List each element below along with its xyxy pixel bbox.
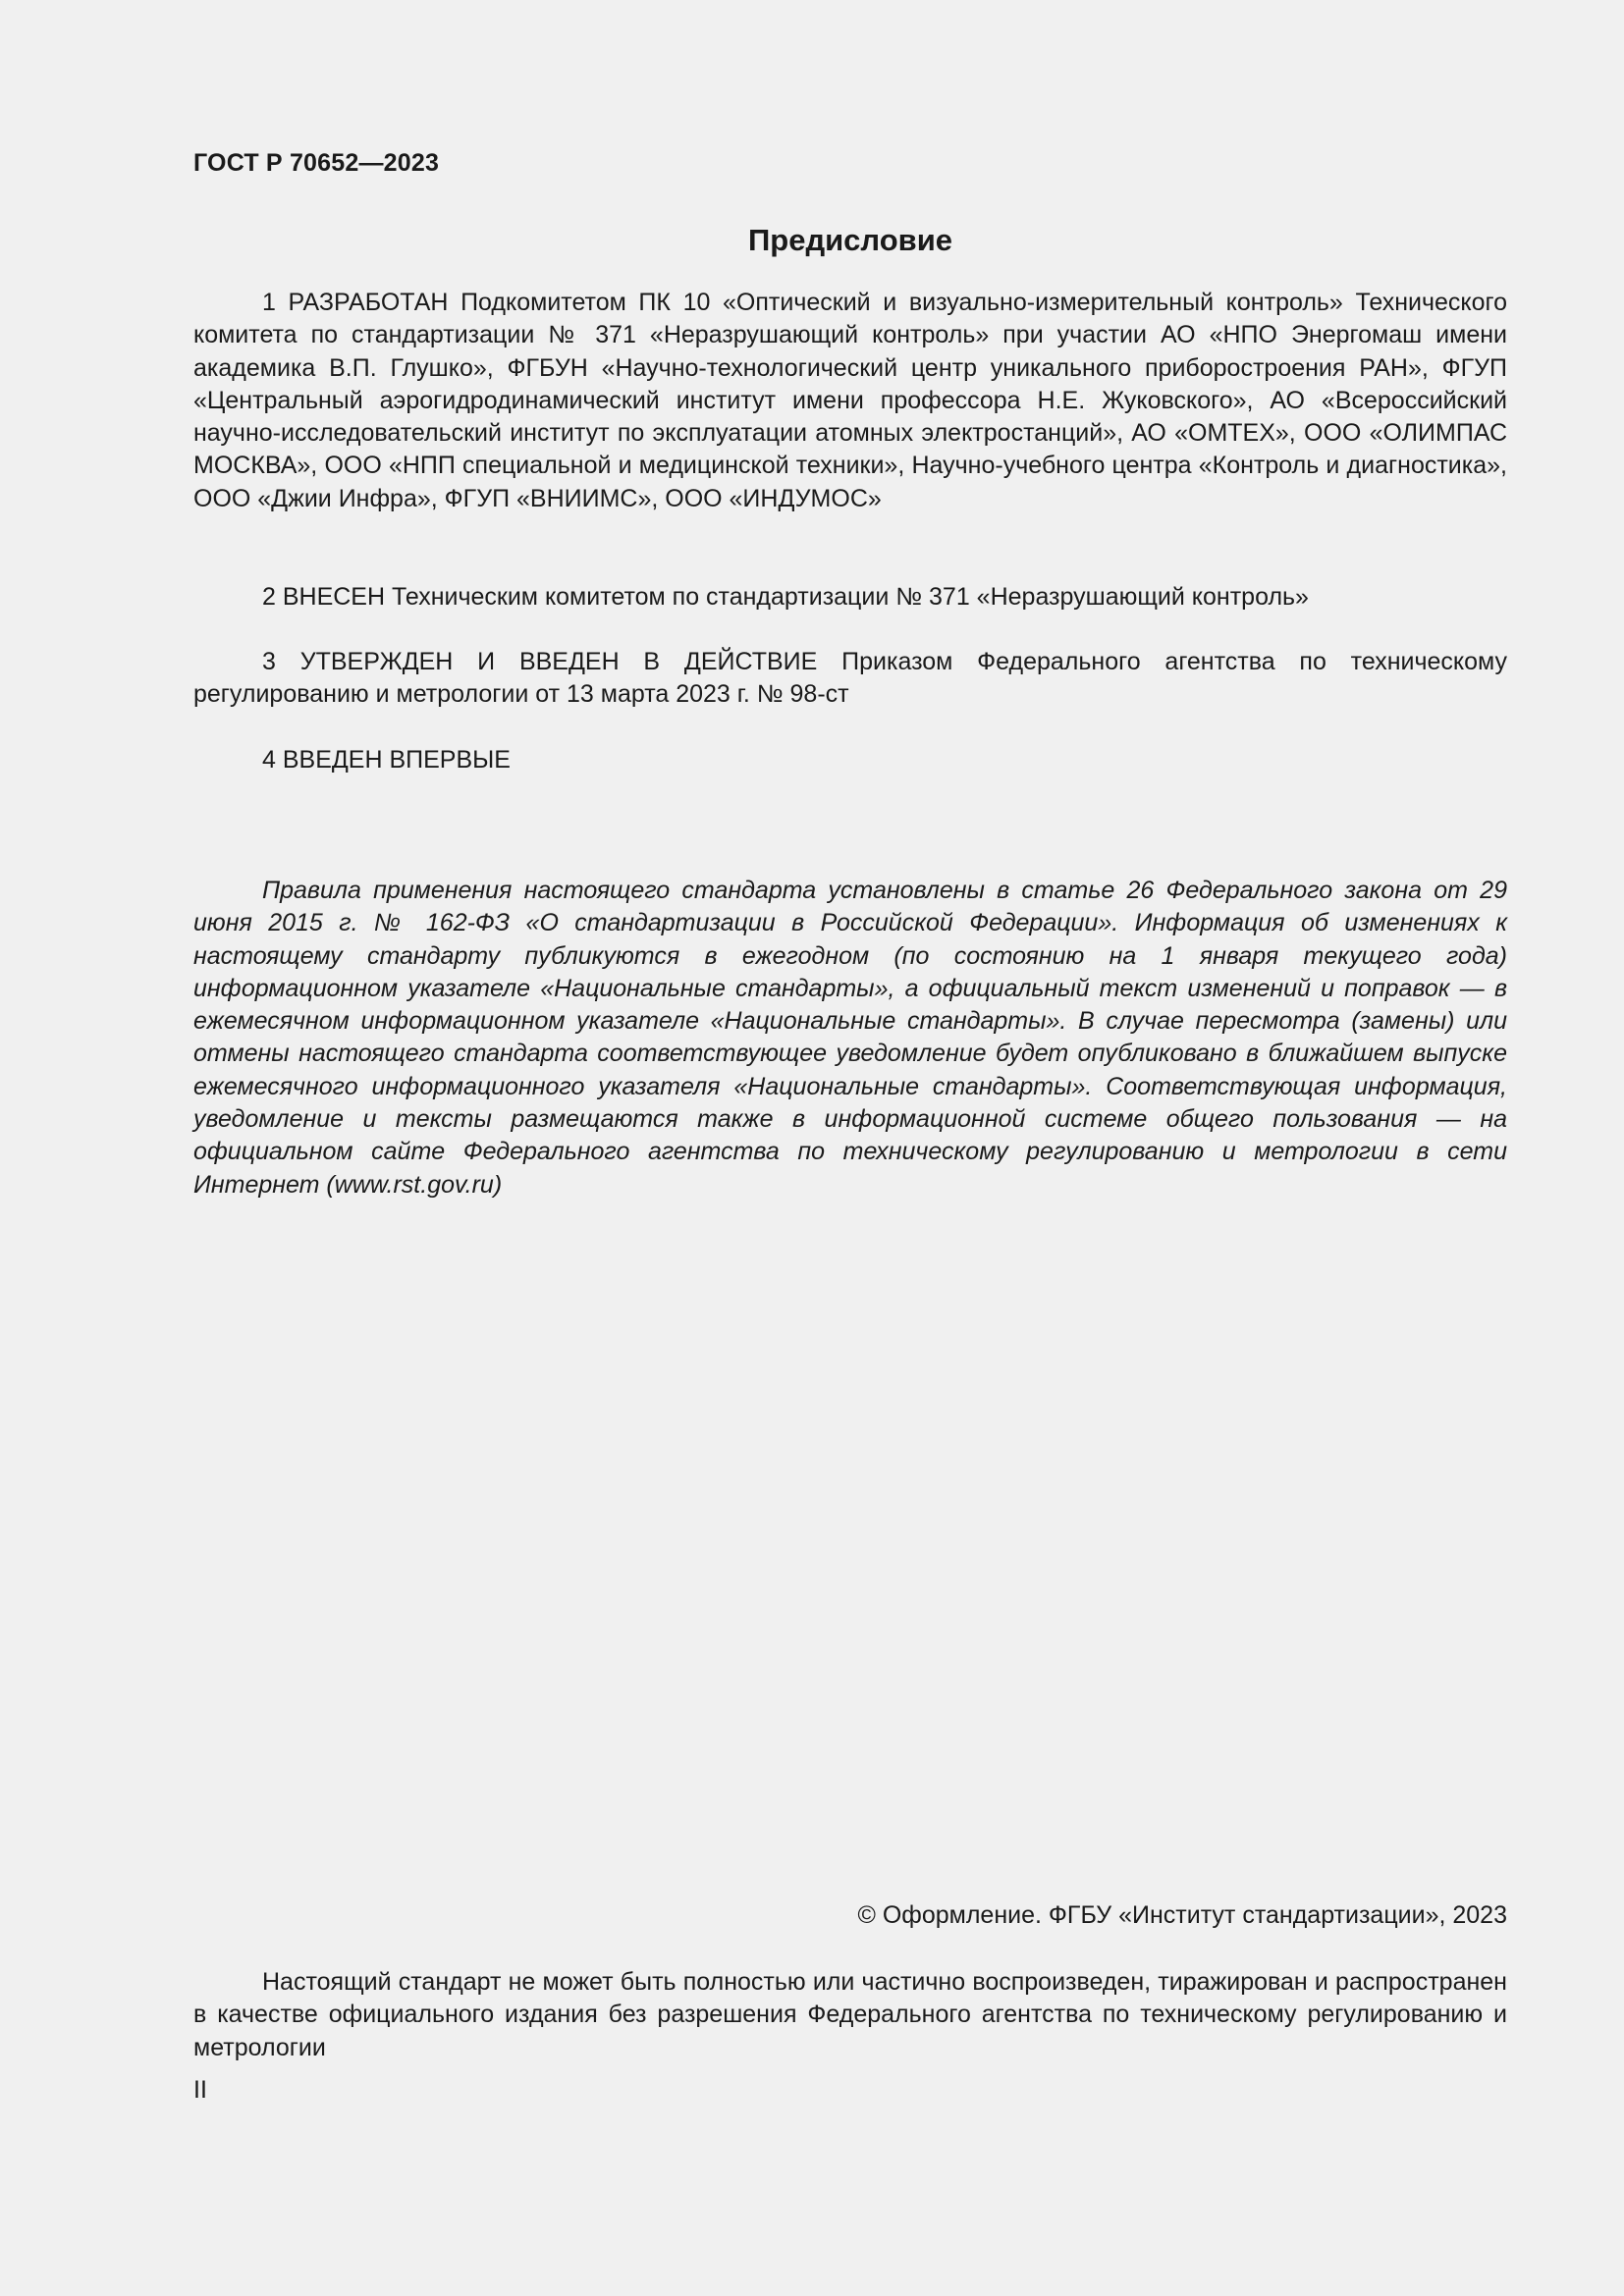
foreword-item-developed: 1 РАЗРАБОТАН Подкомитетом ПК 10 «Оптический и визуально-измерительный контроль» Технического комитета по стандартизации № 371 «Неразрушающий контроль» при участии АО «НПО Энергомаш имени академика В.П. Глушко», ФГБУН «Научно-технологический центр уникального приборостроения РАН», ФГУП «Центральный аэрогидродинамический институт имени профессора Н.Е. Жуковского», АО «Всероссийский научно-исследовательский институт по эксплуатации атомных электростанций», АО «ОМТЕХ», ООО «ОЛИМПАС МОСКВА», ООО «НПП специальной и медицинской техники», Научно-учебного центра «Контроль и диагностика», ООО «Джии Инфра», ФГУП «ВНИИМС», ООО «ИНДУМОС» [193, 289, 1507, 512]
page-number: II [193, 2076, 207, 2104]
foreword-item-approved: 3 УТВЕРЖДЕН И ВВЕДЕН В ДЕЙСТВИЕ Приказом Федерального агентства по техническому регулированию и метрологии от 13 марта 2023 г. № 98-ст [193, 648, 1507, 709]
foreword-title: Предисловие [747, 223, 952, 257]
document-code: ГОСТ Р 70652—2023 [193, 149, 440, 177]
copyright-notice: © Оформление. ФГБУ «Институт стандартизации», 2023 [857, 1901, 1507, 1929]
foreword-item-introduced: 2 ВНЕСЕН Техническим комитетом по стандартизации № 371 «Неразрушающий контроль» [262, 583, 1309, 611]
foreword-item-first-edition: 4 ВВЕДЕН ВПЕРВЫЕ [262, 746, 511, 774]
reproduction-notice: Настоящий стандарт не может быть полностью или частично воспроизведен, тиражирован и распространен в качестве официального издания без разрешения Федерального агентства по техническому регулированию и метрологии [193, 1968, 1507, 2061]
rules-note: Правила применения настоящего стандарта установлены в статье 26 Федерального закона от 29 июня 2015 г. № 162-ФЗ «О стандартизации в Российской Федерации». Информация об изменениях к настоящему стандарту публикуются в ежегодном (по состоянию на 1 января текущего года) информационном указателе «Национальные стандарты», а официальный текст изменений и поправок — в ежемесячном информационном указателе «Национальные стандарты». В случае пересмотра (замены) или отмены настоящего стандарта соответствующее уведомление будет опубликовано в ближайшем выпуске ежемесячного информационного указателя «Национальные стандарты». Соответствующая информация, уведомление и тексты размещаются также в информационной системе общего пользования — на официальном сайте Федерального агентства по техническому регулированию и метрологии в сети Интернет (www.rst.gov.ru) [193, 877, 1507, 1199]
document-page [193, 0, 1507, 2296]
